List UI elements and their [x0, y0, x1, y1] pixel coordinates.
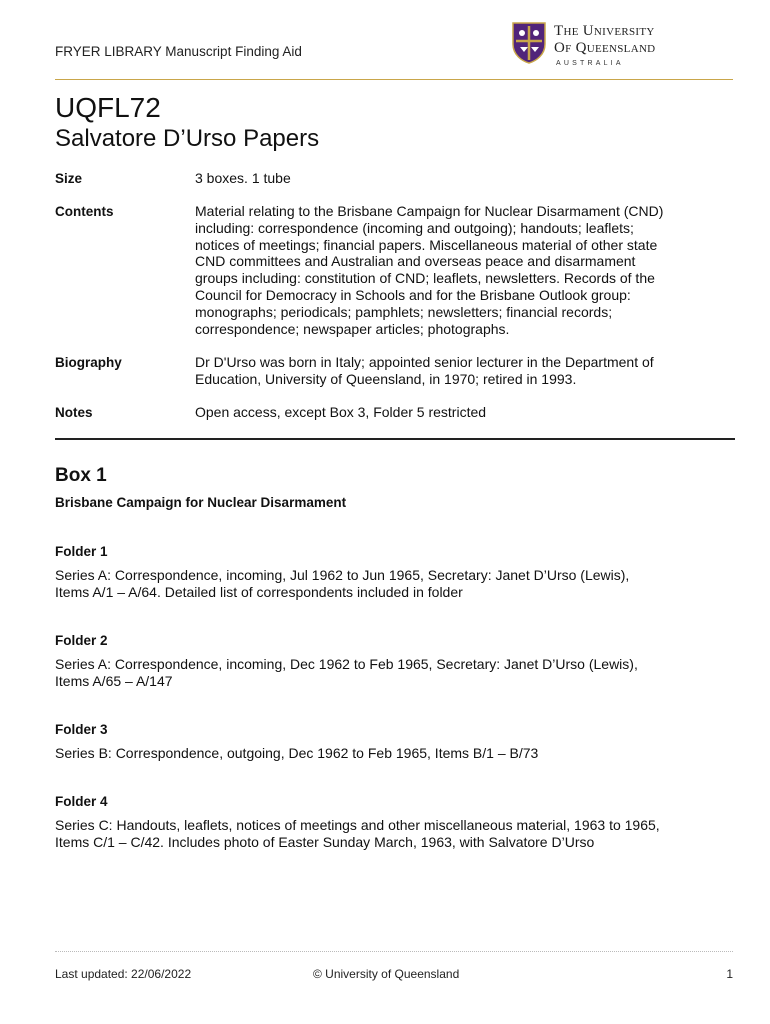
notes-label: Notes	[55, 405, 93, 420]
footer-copyright: © University of Queensland	[313, 967, 460, 981]
box-heading: Box 1	[55, 465, 107, 486]
folder-title: Folder 1	[55, 544, 108, 559]
folder-line: Series B: Correspondence, outgoing, Dec 1962 to Feb 1965, Items B/1 – B/73	[55, 745, 539, 761]
folder-description	[55, 567, 735, 601]
folder-description	[55, 817, 735, 851]
university-crest-icon	[512, 22, 546, 64]
contents-line: notices of meetings; financial papers. Miscellaneous material of other state	[195, 236, 658, 253]
folder-line: Series A: Correspondence, incoming, Dec 1962 to Feb 1965, Secretary: Janet D’Urso (Lewis),	[55, 656, 638, 672]
notes-value: Open access, except Box 3, Folder 5 restricted	[195, 404, 487, 420]
folder-title: Folder 3	[55, 722, 108, 737]
biography-value	[195, 354, 725, 388]
university-logo	[512, 22, 682, 70]
folder-title: Folder 2	[55, 633, 108, 648]
contents-line: groups including: constitution of CND; leaflets, newsletters. Records of the	[195, 270, 655, 287]
contents-line: Material relating to the Brisbane Campaign for Nuclear Disarmament (CND)	[195, 203, 664, 219]
folder-line: Items C/1 – C/42. Includes photo of Easter Sunday March, 1963, with Salvatore D’Urso	[55, 833, 595, 850]
folder-title: Folder 4	[55, 794, 108, 809]
contents-line: CND committees and Australian and overseas peace and disarmament	[195, 253, 636, 270]
folder-line: Items A/1 – A/64. Detailed list of correspondents included in folder	[55, 583, 463, 600]
box-subheading: Brisbane Campaign for Nuclear Disarmament	[55, 495, 347, 510]
footer-divider	[55, 951, 733, 952]
biography-label: Biography	[55, 355, 122, 370]
header-divider	[55, 79, 733, 80]
section-divider	[55, 438, 735, 440]
logo-line-3: AUSTRALIA	[556, 60, 624, 67]
size-label: Size	[55, 171, 83, 186]
folder-line: Series C: Handouts, leaflets, notices of meetings and other miscellaneous material, 1963 to 1965,	[55, 817, 660, 833]
biography-line: Education, University of Queensland, in 1970; retired in 1993.	[195, 370, 577, 387]
logo-line-1: The University	[554, 23, 655, 39]
folder-description	[55, 745, 735, 762]
contents-line: Council for Democracy in Schools and for the Brisbane Outlook group:	[195, 286, 631, 303]
contents-value	[195, 203, 725, 337]
collection-title: Salvatore D’Urso Papers	[55, 125, 320, 152]
folder-line: Items A/65 – A/147	[55, 672, 173, 689]
folder-line: Series A: Correspondence, incoming, Jul 1962 to Jun 1965, Secretary: Janet D’Urso (Lewis),	[55, 567, 630, 583]
page-number: 1	[726, 967, 733, 981]
logo-line-2: Of Queensland	[554, 40, 656, 56]
biography-line: Dr D'Urso was born in Italy; appointed senior lecturer in the Department of	[195, 354, 654, 370]
folder-description	[55, 656, 735, 690]
contents-line: monographs; periodicals; pamphlets; newsletters; financial records;	[195, 303, 613, 320]
collection-code: UQFL72	[55, 92, 161, 123]
contents-line: including: correspondence (incoming and outgoing); handouts; leaflets;	[195, 219, 634, 236]
size-value: 3 boxes. 1 tube	[195, 170, 291, 186]
contents-line: correspondence; newspaper articles; photographs.	[195, 320, 510, 337]
document-header-label: FRYER LIBRARY Manuscript Finding Aid	[55, 44, 302, 59]
contents-label: Contents	[55, 204, 114, 219]
footer-last-updated: Last updated: 22/06/2022	[55, 967, 192, 981]
